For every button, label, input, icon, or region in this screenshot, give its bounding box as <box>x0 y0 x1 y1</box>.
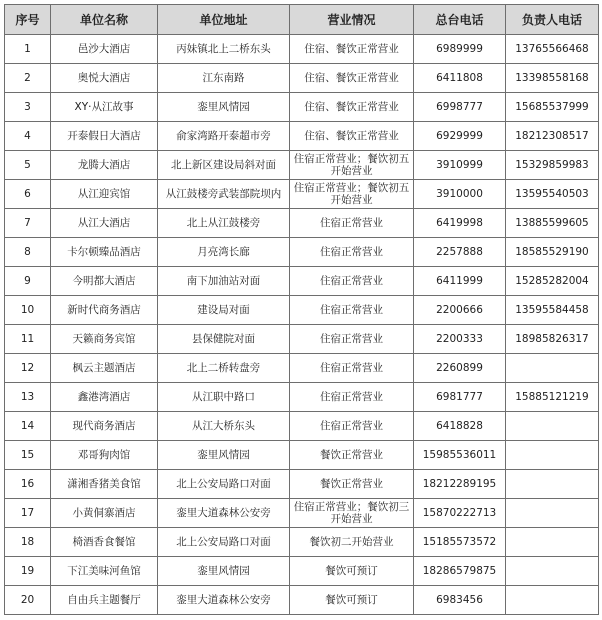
cell-manager-phone: 13885599605 <box>506 209 599 238</box>
cell-manager-phone: 18585529190 <box>506 238 599 267</box>
cell-address: 北上新区建设局斜对面 <box>158 151 290 180</box>
cell-index: 16 <box>5 470 51 499</box>
cell-index: 10 <box>5 296 51 325</box>
cell-business-status: 餐饮可预订 <box>290 557 414 586</box>
cell-name: 龙腾大酒店 <box>51 151 158 180</box>
cell-name: 新时代商务酒店 <box>51 296 158 325</box>
cell-business-status: 住宿正常营业 <box>290 296 414 325</box>
cell-front-desk-phone: 6411808 <box>414 64 506 93</box>
cell-address: 俞家湾路开泰超市旁 <box>158 122 290 151</box>
cell-front-desk-phone: 6411999 <box>414 267 506 296</box>
cell-address: 銮里风情园 <box>158 93 290 122</box>
cell-index: 11 <box>5 325 51 354</box>
cell-business-status: 住宿、餐饮正常营业 <box>290 64 414 93</box>
cell-name: 天籁商务宾馆 <box>51 325 158 354</box>
header-front-desk-phone: 总台电话 <box>414 5 506 35</box>
business-table <box>4 4 599 615</box>
cell-manager-phone <box>506 586 599 615</box>
cell-manager-phone: 13595540503 <box>506 180 599 209</box>
cell-business-status: 住宿正常营业 <box>290 383 414 412</box>
cell-index: 4 <box>5 122 51 151</box>
cell-front-desk-phone: 6998777 <box>414 93 506 122</box>
cell-address: 銮里风情园 <box>158 557 290 586</box>
cell-business-status: 住宿正常营业 <box>290 354 414 383</box>
cell-index: 9 <box>5 267 51 296</box>
cell-front-desk-phone: 2200666 <box>414 296 506 325</box>
cell-index: 1 <box>5 35 51 64</box>
cell-address: 北上公安局路口对面 <box>158 528 290 557</box>
cell-business-status: 住宿正常营业 <box>290 209 414 238</box>
cell-index: 6 <box>5 180 51 209</box>
cell-address: 銮里大道森林公安旁 <box>158 586 290 615</box>
cell-index: 8 <box>5 238 51 267</box>
table-row <box>5 499 599 528</box>
header-name: 单位名称 <box>51 5 158 35</box>
cell-manager-phone: 15885121219 <box>506 383 599 412</box>
table-row <box>5 586 599 615</box>
cell-address: 江东南路 <box>158 64 290 93</box>
cell-index: 2 <box>5 64 51 93</box>
table-row <box>5 470 599 499</box>
cell-business-status: 住宿、餐饮正常营业 <box>290 122 414 151</box>
cell-front-desk-phone: 15870222713 <box>414 499 506 528</box>
cell-name: 下江美味河鱼馆 <box>51 557 158 586</box>
cell-manager-phone <box>506 499 599 528</box>
cell-front-desk-phone: 2260899 <box>414 354 506 383</box>
cell-front-desk-phone: 2200333 <box>414 325 506 354</box>
cell-index: 5 <box>5 151 51 180</box>
cell-manager-phone: 18212308517 <box>506 122 599 151</box>
header-index: 序号 <box>5 5 51 35</box>
cell-business-status: 餐饮初二开始营业 <box>290 528 414 557</box>
cell-index: 3 <box>5 93 51 122</box>
table-row <box>5 557 599 586</box>
cell-name: 自由兵主题餐厅 <box>51 586 158 615</box>
table-row <box>5 528 599 557</box>
cell-business-status: 餐饮正常营业 <box>290 441 414 470</box>
cell-manager-phone: 15285282004 <box>506 267 599 296</box>
table-row <box>5 383 599 412</box>
cell-name: 奥悦大酒店 <box>51 64 158 93</box>
cell-manager-phone: 13595584458 <box>506 296 599 325</box>
header-manager-phone: 负责人电话 <box>506 5 599 35</box>
table-row <box>5 35 599 64</box>
cell-business-status: 住宿正常营业 <box>290 267 414 296</box>
cell-index: 12 <box>5 354 51 383</box>
cell-business-status: 餐饮正常营业 <box>290 470 414 499</box>
cell-name: 卡尔顿臻品酒店 <box>51 238 158 267</box>
cell-name: 从江迎宾馆 <box>51 180 158 209</box>
cell-name: 枫云主题酒店 <box>51 354 158 383</box>
cell-index: 18 <box>5 528 51 557</box>
cell-address: 丙妹镇北上二桥东头 <box>158 35 290 64</box>
cell-manager-phone: 15329859983 <box>506 151 599 180</box>
cell-index: 7 <box>5 209 51 238</box>
cell-front-desk-phone: 6418828 <box>414 412 506 441</box>
cell-index: 17 <box>5 499 51 528</box>
cell-business-status: 住宿正常营业 <box>290 238 414 267</box>
cell-address: 月亮湾长廊 <box>158 238 290 267</box>
cell-manager-phone <box>506 557 599 586</box>
cell-front-desk-phone: 6929999 <box>414 122 506 151</box>
cell-name: 邓哥狗肉馆 <box>51 441 158 470</box>
cell-front-desk-phone: 2257888 <box>414 238 506 267</box>
cell-address: 从江鼓楼旁武装部院坝内 <box>158 180 290 209</box>
cell-manager-phone: 18985826317 <box>506 325 599 354</box>
cell-business-status: 住宿正常营业；餐饮初五开始营业 <box>290 180 414 209</box>
cell-front-desk-phone: 3910000 <box>414 180 506 209</box>
cell-business-status: 住宿、餐饮正常营业 <box>290 93 414 122</box>
table-row <box>5 325 599 354</box>
cell-front-desk-phone: 6989999 <box>414 35 506 64</box>
cell-business-status: 住宿、餐饮正常营业 <box>290 35 414 64</box>
table-row <box>5 64 599 93</box>
cell-manager-phone <box>506 412 599 441</box>
table-row <box>5 441 599 470</box>
cell-manager-phone: 13398558168 <box>506 64 599 93</box>
cell-address: 北上公安局路口对面 <box>158 470 290 499</box>
cell-address: 北上二桥转盘旁 <box>158 354 290 383</box>
table-row <box>5 238 599 267</box>
table-row <box>5 296 599 325</box>
table-row <box>5 354 599 383</box>
cell-address: 县保健院对面 <box>158 325 290 354</box>
cell-manager-phone <box>506 441 599 470</box>
cell-business-status: 住宿正常营业 <box>290 412 414 441</box>
cell-index: 14 <box>5 412 51 441</box>
cell-name: 小黄侗寨酒店 <box>51 499 158 528</box>
cell-name: 椅酒香食餐馆 <box>51 528 158 557</box>
table-row <box>5 93 599 122</box>
cell-manager-phone <box>506 354 599 383</box>
cell-name: 鑫港湾酒店 <box>51 383 158 412</box>
cell-name: 邑沙大酒店 <box>51 35 158 64</box>
table-row <box>5 209 599 238</box>
cell-address: 南下加油站对面 <box>158 267 290 296</box>
cell-address: 北上从江鼓楼旁 <box>158 209 290 238</box>
cell-front-desk-phone: 6419998 <box>414 209 506 238</box>
cell-business-status: 住宿正常营业；餐饮初五开始营业 <box>290 151 414 180</box>
cell-address: 从江职中路口 <box>158 383 290 412</box>
cell-manager-phone <box>506 470 599 499</box>
cell-address: 从江大桥东头 <box>158 412 290 441</box>
cell-manager-phone <box>506 528 599 557</box>
table-header-row <box>5 5 599 35</box>
table-row <box>5 180 599 209</box>
cell-front-desk-phone: 18286579875 <box>414 557 506 586</box>
table-row <box>5 151 599 180</box>
cell-business-status: 住宿正常营业；餐饮初三开始营业 <box>290 499 414 528</box>
cell-front-desk-phone: 6983456 <box>414 586 506 615</box>
cell-name: 现代商务酒店 <box>51 412 158 441</box>
cell-name: 开泰假日大酒店 <box>51 122 158 151</box>
table-row <box>5 412 599 441</box>
header-address: 单位地址 <box>158 5 290 35</box>
cell-name: 潇湘香猪美食馆 <box>51 470 158 499</box>
cell-manager-phone: 15685537999 <box>506 93 599 122</box>
cell-name: XY·从江故事 <box>51 93 158 122</box>
cell-front-desk-phone: 6981777 <box>414 383 506 412</box>
cell-name: 从江大酒店 <box>51 209 158 238</box>
cell-address: 建设局对面 <box>158 296 290 325</box>
cell-index: 20 <box>5 586 51 615</box>
cell-front-desk-phone: 15185573572 <box>414 528 506 557</box>
cell-business-status: 住宿正常营业 <box>290 325 414 354</box>
table-row <box>5 122 599 151</box>
cell-business-status: 餐饮可预订 <box>290 586 414 615</box>
cell-index: 15 <box>5 441 51 470</box>
cell-manager-phone: 13765566468 <box>506 35 599 64</box>
cell-address: 銮里风情园 <box>158 441 290 470</box>
cell-front-desk-phone: 15985536011 <box>414 441 506 470</box>
cell-front-desk-phone: 3910999 <box>414 151 506 180</box>
cell-index: 19 <box>5 557 51 586</box>
header-business-status: 营业情况 <box>290 5 414 35</box>
table-row <box>5 267 599 296</box>
cell-name: 今明都大酒店 <box>51 267 158 296</box>
cell-front-desk-phone: 18212289195 <box>414 470 506 499</box>
cell-index: 13 <box>5 383 51 412</box>
cell-address: 銮里大道森林公安旁 <box>158 499 290 528</box>
